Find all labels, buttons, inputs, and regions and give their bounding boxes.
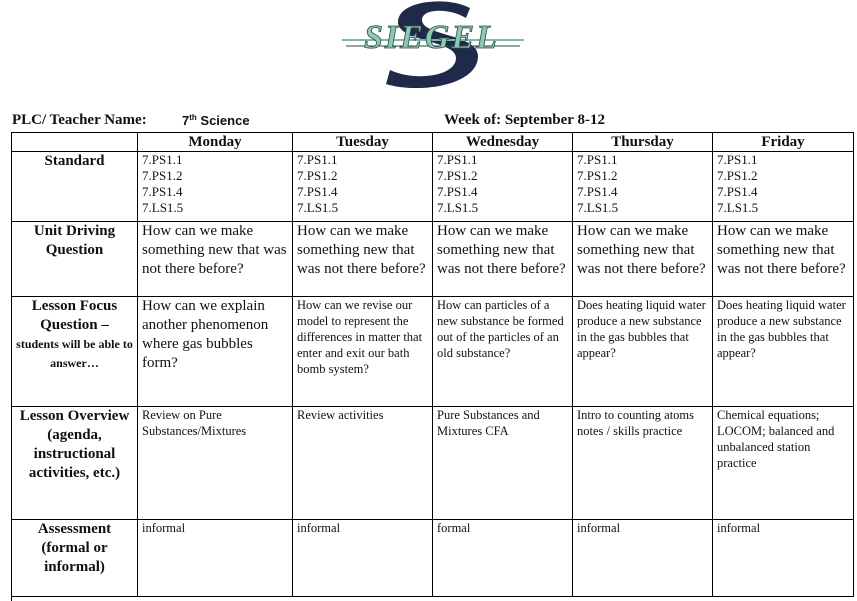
assessment-cell: informal <box>713 520 854 597</box>
week-of: Week of: September 8-12 <box>444 112 605 128</box>
standard-row <box>12 152 854 222</box>
focus-question-cell: How can we revise our model to represent the differences in matter that enter and exit our bath bomb system? <box>293 297 433 407</box>
driving-question-cell: How can we make something new that was not there before? <box>138 222 293 297</box>
standard-cell: 7.PS1.1 7.PS1.2 7.PS1.4 7.LS1.5 <box>138 152 293 222</box>
driving-question-cell: How can we make something new that was not there before? <box>433 222 573 297</box>
assessment-cell: informal <box>138 520 293 597</box>
day-thursday: Thursday <box>573 133 713 152</box>
overview-cell: Chemical equations; LOCOM; balanced and unbalanced station practice <box>713 407 854 520</box>
standard-cell: 7.PS1.1 7.PS1.2 7.PS1.4 7.LS1.5 <box>433 152 573 222</box>
assessment-label: Assessment (formal or informal) <box>12 520 138 597</box>
page-edge-mark <box>11 591 12 601</box>
focus-question-cell: Does heating liquid water produce a new substance in the gas bubbles that appear? <box>573 297 713 407</box>
standard-label: Standard <box>12 152 138 222</box>
driving-question-row <box>12 222 854 297</box>
assessment-cell: informal <box>573 520 713 597</box>
overview-cell: Review on Pure Substances/Mixtures <box>138 407 293 520</box>
standard-cell: 7.PS1.1 7.PS1.2 7.PS1.4 7.LS1.5 <box>293 152 433 222</box>
focus-question-cell: Does heating liquid water produce a new substance in the gas bubbles that appear? <box>713 297 854 407</box>
driving-question-cell: How can we make something new that was not there before? <box>293 222 433 297</box>
day-friday: Friday <box>713 133 854 152</box>
standard-cell: 7.PS1.1 7.PS1.2 7.PS1.4 7.LS1.5 <box>573 152 713 222</box>
day-wednesday: Wednesday <box>433 133 573 152</box>
subject-name: 7th Science <box>182 113 250 128</box>
day-tuesday: Tuesday <box>293 133 433 152</box>
driving-question-cell: How can we make something new that was not there before? <box>573 222 713 297</box>
assessment-row <box>12 520 854 597</box>
focus-question-cell: How can particles of a new substance be formed out of the particles of an old substance? <box>433 297 573 407</box>
focus-question-label: Lesson Focus Question – students will be able to answer… <box>12 297 138 407</box>
focus-question-row <box>12 297 854 407</box>
logo-wordmark: SIEGEL <box>364 19 499 56</box>
assessment-cell: formal <box>433 520 573 597</box>
driving-question-label: Unit Driving Question <box>12 222 138 297</box>
assessment-cell: informal <box>293 520 433 597</box>
school-logo <box>338 0 528 88</box>
days-header-row <box>12 133 854 152</box>
overview-row <box>12 407 854 520</box>
teacher-name-label: PLC/ Teacher Name: <box>12 112 147 128</box>
lesson-plan-table <box>11 132 854 597</box>
focus-question-cell: How can we explain another phenomenon where gas bubbles form? <box>138 297 293 407</box>
overview-cell: Pure Substances and Mixtures CFA <box>433 407 573 520</box>
logo-s-icon <box>338 0 528 88</box>
overview-label: Lesson Overview (agenda, instructional activities, etc.) <box>12 407 138 520</box>
standard-cell: 7.PS1.1 7.PS1.2 7.PS1.4 7.LS1.5 <box>713 152 854 222</box>
overview-cell: Intro to counting atoms notes / skills practice <box>573 407 713 520</box>
driving-question-cell: How can we make something new that was not there before? <box>713 222 854 297</box>
corner-cell <box>12 133 138 152</box>
overview-cell: Review activities <box>293 407 433 520</box>
day-monday: Monday <box>138 133 293 152</box>
